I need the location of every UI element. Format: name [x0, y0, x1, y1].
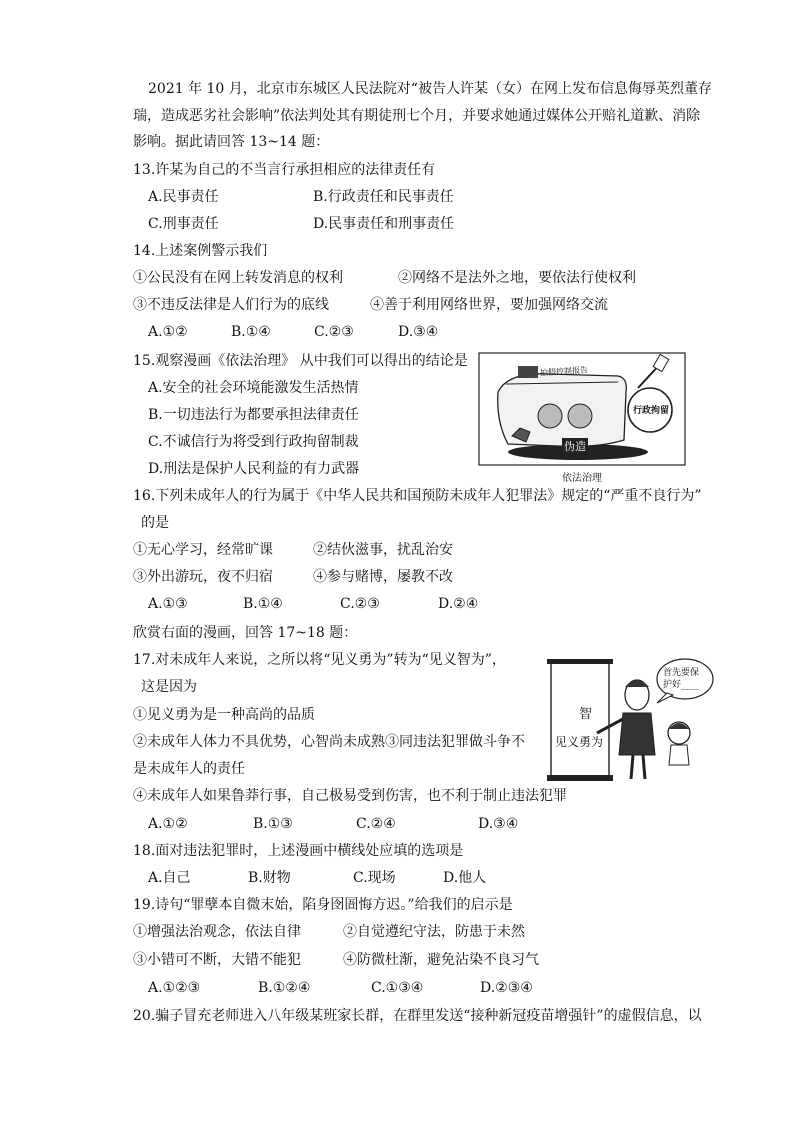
intro-line-3: 影响。据此请回答 13~14 题： [133, 134, 330, 150]
q17-statement-4: ④未成年人如果鲁莽行事，自己极易受到伤害，也不利于制止违法犯罪 [133, 788, 567, 804]
q18-option-b: B.财物 [248, 870, 291, 886]
q16-statement-4: ④参与赌博，屡教不改 [313, 569, 453, 585]
q19-option-d: D.②③④ [480, 980, 533, 996]
q16-stem: 16.下列未成年人的行为属于《中华人民共和国预防未成年人犯罪法》规定的“严重不良行为” [133, 488, 702, 504]
q20-stem: 20.骗子冒充老师进入八年级某班家长群，在群里发送“接种新冠疫苗增强针”的虚假信息，以 [133, 1008, 702, 1024]
q14-statement-1: ①公民没有在网上转发消息的权利 [133, 270, 343, 286]
q13-option-d: D.民事责任和刑事责任 [313, 216, 455, 232]
q19-option-b: B.①②④ [258, 980, 311, 996]
q17-option-b: B.①③ [253, 816, 293, 832]
q13-option-c: C.刑事责任 [148, 216, 219, 232]
q14-option-c: C.②③ [314, 324, 354, 340]
q15-cartoon-caption: 依法治理 [562, 473, 602, 484]
q15-option-b: B.一切违法行为都要承担法律责任 [148, 407, 359, 423]
q16-stem-cont: 的是 [141, 515, 169, 531]
q17-cartoon [545, 655, 715, 783]
q19-option-a: A.①②③ [148, 980, 201, 996]
q15-cartoon-sign: 行政拘留 [633, 406, 670, 416]
q18-option-c: C.现场 [353, 870, 396, 886]
q17-statement-2-cont: 是未成年人的责任 [133, 761, 245, 777]
q19-statement-2: ②自觉遵纪守法，防患于未然 [343, 924, 525, 940]
q14-statement-4: ④善于利用网络世界，要加强网络交流 [370, 297, 608, 313]
q15-cartoon-ground-text: 伪造 [564, 440, 586, 453]
q18-stem: 18.面对违法犯罪时，上述漫画中横线处应填的选项是 [133, 843, 464, 859]
q17-cartoon-board-zhi: 智 [579, 707, 593, 722]
q13-option-b: B.行政责任和民事责任 [313, 189, 454, 205]
q15-option-c: C.不诚信行为将受到行政拘留制裁 [148, 434, 359, 450]
q13-option-a: A.民事责任 [148, 189, 219, 205]
q19-option-c: C.①③④ [371, 980, 424, 996]
q15-option-a: A.安全的社会环境能激发生活热情 [148, 380, 359, 396]
q17-statement-2: ②未成年人体力不具优势，心智尚未成熟③同违法犯罪做斗争不 [133, 734, 525, 750]
q16-statement-2: ②结伙滋事，扰乱治安 [313, 542, 453, 558]
q17-option-c: C.②④ [356, 816, 396, 832]
q14-stem: 14.上述案例警示我们 [133, 243, 268, 259]
intro-line-1: 2021 年 10 月，北京市东城区人民法院对“被告人许某（女）在网上发布信息侮辱英烈董存 [148, 81, 712, 97]
q15-option-d: D.刑法是保护人民利益的有力武器 [148, 461, 360, 477]
q17-stem-cont: 这是因为 [141, 679, 197, 695]
q15-stem: 15.观察漫画《依法治理》 从中我们可以得出的结论是 [133, 353, 468, 369]
cartoon-intro: 欣赏右面的漫画，回答 17~18 题： [133, 625, 358, 641]
q14-option-d: D.③④ [398, 324, 439, 340]
q17-option-d: D.③④ [478, 816, 519, 832]
q16-option-b: B.①④ [243, 596, 283, 612]
q14-option-b: B.①④ [231, 324, 271, 340]
q16-option-c: C.②③ [340, 596, 380, 612]
q17-cartoon-bubble-line-1: 首先要保 [663, 668, 700, 678]
q16-statement-1: ①无心学习，经常旷课 [133, 542, 273, 558]
q15-cartoon [478, 352, 686, 486]
q17-stem: 17.对未成年人来说，之所以将“见义勇为”转为“见义智为”， [133, 652, 506, 668]
q17-cartoon-board-text: 见义勇为 [555, 735, 604, 749]
q16-option-d: D.②④ [438, 596, 479, 612]
q17-statement-1: ①见义勇为是一种高尚的品质 [133, 707, 315, 723]
q17-option-a: A.①② [148, 816, 188, 832]
q18-option-d: D.他人 [443, 870, 487, 886]
q15-cartoon-banner: 拍假控制报告 [539, 365, 589, 378]
q19-statement-4: ④防微杜渐，避免沾染不良习气 [343, 952, 539, 968]
q19-statement-3: ③小错可不断，大错不能犯 [133, 952, 301, 968]
q19-statement-1: ①增强法治观念，依法自律 [133, 924, 301, 940]
q14-option-a: A.①② [148, 324, 188, 340]
q18-option-a: A.自己 [148, 870, 191, 886]
q14-statement-2: ②网络不是法外之地，要依法行使权利 [398, 270, 636, 286]
intro-line-2: 瑞，造成恶劣社会影响”依法判处其有期徒刑七个月，并要求她通过媒体公开赔礼道歉、消除 [133, 108, 701, 124]
q16-statement-3: ③外出游玩，夜不归宿 [133, 569, 273, 585]
q16-option-a: A.①③ [148, 596, 188, 612]
q13-stem: 13.许某为自己的不当言行承担相应的法律责任有 [133, 162, 436, 178]
q17-cartoon-bubble-line-2: 护好____ [663, 680, 700, 690]
q19-stem: 19.诗句“罪孽本自微末始，陷身囹圄悔方迟。”给我们的启示是 [133, 897, 513, 913]
q14-statement-3: ③不违反法律是人们行为的底线 [133, 297, 329, 313]
